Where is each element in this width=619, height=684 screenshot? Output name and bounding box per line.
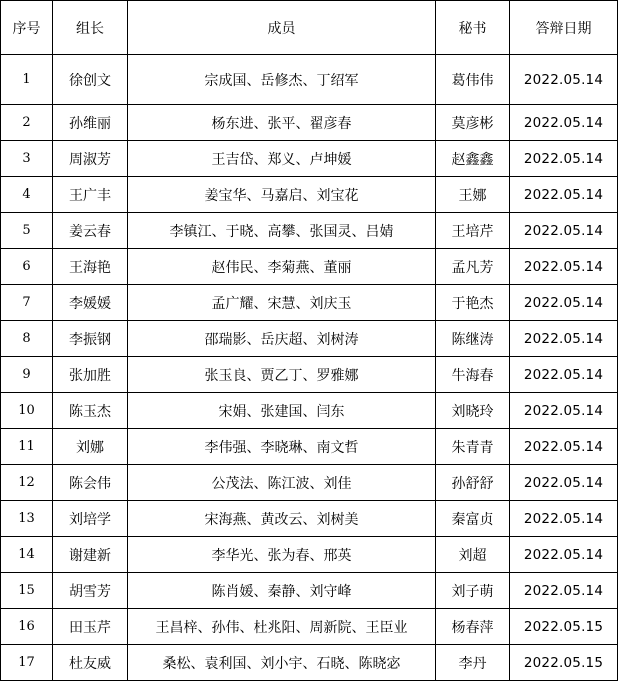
cell-no: 17 [1, 645, 53, 681]
cell-no: 13 [1, 501, 53, 537]
cell-no: 1 [1, 55, 53, 105]
cell-date: 2022.05.14 [510, 429, 618, 465]
cell-no: 16 [1, 609, 53, 645]
cell-secretary: 陈继涛 [436, 321, 510, 357]
cell-members: 王昌梓、孙伟、杜兆阳、周新院、王臣业 [128, 609, 436, 645]
cell-secretary: 刘晓玲 [436, 393, 510, 429]
cell-leader: 刘培学 [53, 501, 128, 537]
table-row [1, 55, 618, 105]
cell-leader: 孙维丽 [53, 105, 128, 141]
cell-secretary: 于艳杰 [436, 285, 510, 321]
cell-no: 7 [1, 285, 53, 321]
cell-members: 赵伟民、李菊燕、董丽 [128, 249, 436, 285]
cell-date: 2022.05.14 [510, 105, 618, 141]
cell-members: 张玉良、贾乙丁、罗雅娜 [128, 357, 436, 393]
table-row [1, 249, 618, 285]
table-row [1, 105, 618, 141]
cell-date: 2022.05.14 [510, 321, 618, 357]
cell-leader: 田玉芹 [53, 609, 128, 645]
table-row [1, 213, 618, 249]
cell-leader: 刘娜 [53, 429, 128, 465]
cell-leader: 王海艳 [53, 249, 128, 285]
cell-leader: 王广丰 [53, 177, 128, 213]
cell-no: 8 [1, 321, 53, 357]
cell-secretary: 王娜 [436, 177, 510, 213]
cell-secretary: 李丹 [436, 645, 510, 681]
header-leader: 组长 [53, 1, 128, 55]
cell-members: 宋海燕、黄改云、刘树美 [128, 501, 436, 537]
cell-leader: 李媛媛 [53, 285, 128, 321]
cell-leader: 谢建新 [53, 537, 128, 573]
table-row [1, 573, 618, 609]
cell-members: 宗成国、岳修杰、丁绍军 [128, 55, 436, 105]
cell-members: 宋娟、张建国、闫东 [128, 393, 436, 429]
cell-members: 桑松、袁利国、刘小宇、石晓、陈晓宓 [128, 645, 436, 681]
header-date: 答辩日期 [510, 1, 618, 55]
cell-members: 李华光、张为春、邢英 [128, 537, 436, 573]
cell-secretary: 牛海春 [436, 357, 510, 393]
cell-no: 6 [1, 249, 53, 285]
cell-members: 王吉岱、郑义、卢坤媛 [128, 141, 436, 177]
cell-members: 邵瑞影、岳庆超、刘树涛 [128, 321, 436, 357]
cell-date: 2022.05.15 [510, 645, 618, 681]
cell-no: 4 [1, 177, 53, 213]
cell-members: 陈肖媛、秦静、刘守峰 [128, 573, 436, 609]
cell-date: 2022.05.14 [510, 573, 618, 609]
table-row [1, 177, 618, 213]
table-row [1, 501, 618, 537]
cell-secretary: 杨春萍 [436, 609, 510, 645]
cell-secretary: 王培芹 [436, 213, 510, 249]
cell-date: 2022.05.14 [510, 177, 618, 213]
cell-no: 11 [1, 429, 53, 465]
cell-date: 2022.05.14 [510, 501, 618, 537]
table-row [1, 285, 618, 321]
cell-secretary: 秦富贞 [436, 501, 510, 537]
cell-date: 2022.05.14 [510, 141, 618, 177]
cell-members: 李伟强、李晓琳、南文哲 [128, 429, 436, 465]
cell-date: 2022.05.14 [510, 285, 618, 321]
cell-date: 2022.05.14 [510, 357, 618, 393]
cell-members: 杨东进、张平、翟彦春 [128, 105, 436, 141]
table-row [1, 357, 618, 393]
cell-date: 2022.05.14 [510, 55, 618, 105]
header-secretary: 秘书 [436, 1, 510, 55]
cell-leader: 姜云春 [53, 213, 128, 249]
table-row [1, 465, 618, 501]
cell-leader: 陈会伟 [53, 465, 128, 501]
cell-date: 2022.05.15 [510, 609, 618, 645]
cell-no: 15 [1, 573, 53, 609]
cell-leader: 杜友威 [53, 645, 128, 681]
cell-secretary: 刘超 [436, 537, 510, 573]
cell-secretary: 朱青青 [436, 429, 510, 465]
cell-no: 5 [1, 213, 53, 249]
cell-secretary: 刘子萌 [436, 573, 510, 609]
table-row [1, 609, 618, 645]
cell-secretary: 莫彦彬 [436, 105, 510, 141]
header-no: 序号 [1, 1, 53, 55]
cell-secretary: 赵鑫鑫 [436, 141, 510, 177]
table-row [1, 429, 618, 465]
table-row [1, 141, 618, 177]
cell-secretary: 孙舒舒 [436, 465, 510, 501]
cell-no: 9 [1, 357, 53, 393]
cell-secretary: 孟凡芳 [436, 249, 510, 285]
cell-leader: 陈玉杰 [53, 393, 128, 429]
cell-no: 2 [1, 105, 53, 141]
cell-leader: 李振钢 [53, 321, 128, 357]
cell-members: 公茂法、陈江波、刘佳 [128, 465, 436, 501]
cell-members: 李镇江、于晓、高攀、张国灵、吕婧 [128, 213, 436, 249]
table-row [1, 393, 618, 429]
cell-date: 2022.05.14 [510, 213, 618, 249]
cell-date: 2022.05.14 [510, 393, 618, 429]
cell-leader: 胡雪芳 [53, 573, 128, 609]
cell-date: 2022.05.14 [510, 249, 618, 285]
cell-members: 孟广耀、宋慧、刘庆玉 [128, 285, 436, 321]
header-members: 成员 [128, 1, 436, 55]
cell-leader: 张加胜 [53, 357, 128, 393]
cell-leader: 周淑芳 [53, 141, 128, 177]
cell-secretary: 葛伟伟 [436, 55, 510, 105]
table-header-row [1, 1, 618, 55]
cell-leader: 徐创文 [53, 55, 128, 105]
table-row [1, 645, 618, 681]
cell-date: 2022.05.14 [510, 465, 618, 501]
cell-members: 姜宝华、马嘉启、刘宝花 [128, 177, 436, 213]
cell-no: 3 [1, 141, 53, 177]
table-row [1, 537, 618, 573]
cell-date: 2022.05.14 [510, 537, 618, 573]
table-row [1, 321, 618, 357]
cell-no: 10 [1, 393, 53, 429]
cell-no: 12 [1, 465, 53, 501]
cell-no: 14 [1, 537, 53, 573]
